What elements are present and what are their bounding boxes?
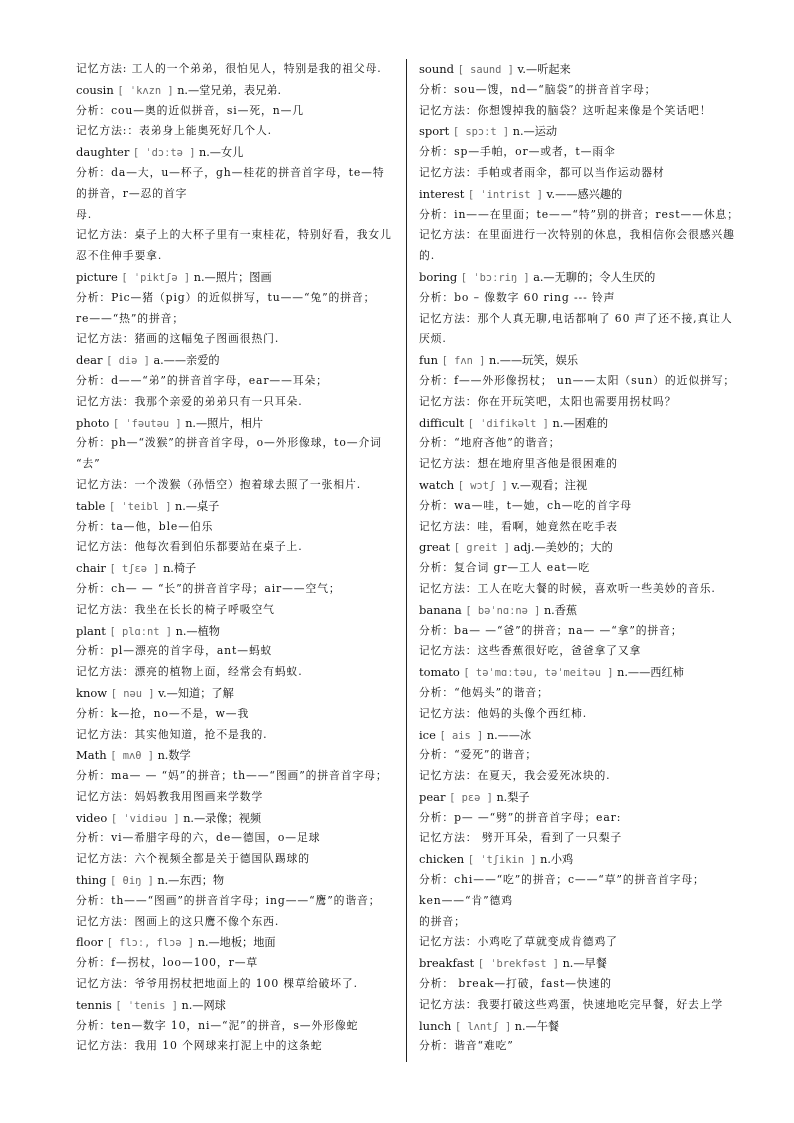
note-text: 分析：“他妈头”的谐音； (419, 685, 549, 699)
vocab-word: breakfast (419, 956, 475, 971)
note-text: 记忆方法：我要打破这些鸡蛋，快速地吃完早餐，好去上学 (419, 997, 724, 1011)
note-line (76, 537, 396, 558)
note-line (419, 870, 739, 891)
phonetic: [ fʌn ] (441, 355, 486, 368)
note-text: 分析： break—打破，fast—快速的 (419, 977, 612, 991)
note-line (419, 454, 739, 475)
column-divider (406, 59, 407, 1062)
note-line (419, 704, 739, 725)
vocab-entry (419, 59, 739, 80)
note-text: 记忆方法：在里面进行一次特别的休息，我相信你会很感兴趣的. (419, 228, 735, 263)
note-text: 分析：p— —“劈”的拼音首字母；ear: (419, 810, 622, 824)
note-line (419, 683, 739, 704)
note-text: 的拼音； (419, 914, 466, 928)
note-text: 记忆方法:：表弟身上能奥死好几个人. (76, 124, 273, 138)
definition: n.数学 (157, 749, 191, 763)
note-line (76, 121, 396, 142)
vocab-entry (76, 683, 396, 704)
note-line (76, 163, 396, 205)
vocab-word: pear (419, 789, 446, 804)
note-line (76, 59, 396, 80)
note-line (76, 309, 396, 330)
note-text: 记忆方法：图画上的这只鹰不像个东西. (76, 914, 280, 928)
phonetic: [ ˈdifikəlt ] (467, 417, 549, 430)
note-line (419, 808, 739, 829)
note-line (419, 392, 739, 413)
note-text: 记忆方法: 工人的一个弟弟，很怕见人，特别是我的祖父母. (76, 62, 382, 75)
definition: n.—地板；地面 (197, 936, 276, 950)
vocab-word: floor (76, 935, 104, 950)
definition: v.—听起来 (517, 63, 571, 76)
phonetic: [ pɛə ] (449, 791, 493, 804)
phonetic: [ ˈintrist ] (467, 188, 543, 201)
note-line (419, 891, 739, 912)
note-line (419, 309, 739, 351)
note-line (419, 579, 739, 600)
note-text: 分析：f——外形像拐杖； un——太阳（sun）的近似拼写； (419, 373, 736, 387)
vocab-word: interest (419, 186, 465, 201)
note-line (419, 621, 739, 642)
note-line (419, 496, 739, 517)
vocab-word: tomato (419, 665, 460, 680)
phonetic: [ ˈtenis ] (115, 999, 178, 1012)
vocab-word: cousin (76, 82, 114, 97)
note-line (76, 1016, 396, 1037)
definition: n.——冰 (486, 728, 532, 742)
definition: adj.—美妙的；大的 (513, 541, 613, 555)
note-text: 分析：ten—数字 10，ni—“泥”的拼音，s—外形像蛇 (76, 1018, 359, 1032)
note-text: 分析：th——“图画”的拼音首字母；ing——“鹰”的谐音； (76, 893, 381, 907)
note-line (76, 953, 396, 974)
vocab-word: daughter (76, 145, 130, 160)
note-line (419, 995, 739, 1016)
note-line (76, 704, 396, 725)
vocab-entry (76, 808, 396, 829)
vocab-word: Math (76, 748, 107, 763)
vocab-entry (76, 621, 396, 642)
note-text: 记忆方法：其实他知道，抢不是我的. (76, 727, 268, 741)
note-text: 记忆方法：在夏天，我会爱死冰块的. (419, 769, 611, 783)
note-line (76, 517, 396, 538)
vocab-entry (76, 932, 396, 953)
note-text: 母. (76, 207, 93, 221)
note-line (419, 433, 739, 454)
note-line (419, 517, 739, 538)
note-text: 记忆方法：你在开玩笑吧，太阳也需要用拐杖吗？ (419, 394, 677, 408)
vocab-entry (419, 537, 739, 558)
note-text: 记忆方法：工人在吃大餐的时候，喜欢听一些美妙的音乐. (419, 581, 716, 595)
vocab-entry (419, 121, 739, 142)
phonetic: [ greit ] (453, 542, 511, 555)
note-line (419, 142, 739, 163)
vocab-entry (419, 662, 739, 683)
note-line (76, 662, 396, 683)
note-text: 记忆方法：妈妈教我用图画来学数学 (76, 789, 264, 803)
phonetic: [ lʌntʃ ] (454, 1020, 512, 1033)
note-line (76, 579, 396, 600)
phonetic: [ ˈteibl ] (108, 500, 172, 513)
definition: v.—观看；注视 (511, 478, 588, 492)
note-text: 记忆方法： 劈开耳朵，看到了一只梨子 (419, 831, 623, 845)
note-line (419, 225, 739, 267)
vocab-word: plant (76, 623, 106, 638)
note-text: 记忆方法：六个视频全都是关于德国队踢球的 (76, 852, 310, 866)
note-text: 记忆方法：那个人真无聊,电话都响了 60 声了还不接,真让人厌烦. (419, 311, 733, 346)
note-line (76, 454, 396, 475)
vocab-entry (76, 558, 396, 579)
note-line (419, 163, 739, 184)
definition: n.—困难的 (552, 416, 609, 430)
definition: n.——玩笑，娱乐 (489, 354, 579, 368)
note-text: 分析：sp—手帕，or—或者，t—雨伞 (419, 145, 616, 159)
note-text: 分析：复合词 gr—工人 eat—吃 (419, 561, 591, 575)
phonetic: [ ˈbɔːriŋ ] (460, 271, 530, 284)
vocab-entry (419, 849, 739, 870)
phonetic: [ saund ] (457, 64, 514, 76)
vocab-entry (419, 350, 739, 371)
note-line (419, 80, 739, 101)
note-line (419, 101, 739, 122)
note-text: 记忆方法：我用 10 个网球来打泥上中的这条蛇 (76, 1039, 323, 1053)
note-text: 分析：“地府吝他”的谐音； (419, 436, 561, 450)
note-text: 记忆方法：他每次看到伯乐都要站在桌子上. (76, 540, 303, 554)
note-text: 记忆方法：哇，看啊，她竟然在吃手表 (419, 519, 618, 533)
note-text: 分析：d——“弟”的拼音首字母，ear——耳朵； (76, 373, 328, 387)
phonetic: [ flɔː, flɔə ] (106, 937, 195, 950)
note-text: 分析：vi—希腊字母的六，de—德国，o—足球 (76, 831, 321, 845)
vocab-entry (76, 142, 396, 163)
note-text: 分析：Pic—猪（pig）的近似拼写，tu——“兔”的拼音； (76, 290, 376, 304)
vocab-entry (419, 600, 739, 621)
note-line (419, 1036, 739, 1057)
note-line (76, 828, 396, 849)
definition: n.—早餐 (562, 957, 607, 971)
definition: n.—照片；图画 (193, 270, 272, 284)
note-line (419, 641, 739, 662)
phonetic: [ wɔtʃ ] (457, 479, 508, 492)
note-line (76, 725, 396, 746)
definition: n.椅子 (163, 562, 197, 576)
vocab-word: boring (419, 269, 458, 284)
phonetic: [ plɑːnt ] (109, 625, 173, 638)
note-text: 记忆方法：他妈的头像个西红柿. (419, 706, 588, 720)
phonetic: [ ˈvidiəu ] (110, 812, 180, 825)
note-text: 记忆方法：想在地府里吝他是很困难的 (419, 457, 618, 471)
vocab-word: photo (76, 415, 110, 430)
note-line (419, 912, 739, 933)
note-line (76, 101, 396, 122)
phonetic: [ ais ] (439, 729, 484, 742)
note-line (419, 558, 739, 579)
note-line (76, 1036, 396, 1057)
phonetic: [ ˈpiktʃə ] (121, 271, 191, 284)
definition: n.香蕉 (543, 603, 578, 617)
note-line (76, 371, 396, 392)
vocab-entry (419, 1016, 739, 1037)
vocab-entry (419, 267, 739, 288)
note-line (76, 849, 396, 870)
vocab-word: chair (76, 561, 106, 576)
vocab-word: video (76, 810, 108, 825)
phonetic: [ ˈfəutəu ] (112, 417, 182, 430)
vocab-word: fun (419, 353, 439, 368)
phonetic: [ nəu ] (110, 687, 155, 700)
definition: a.—无聊的；令人生厌的 (533, 270, 656, 284)
vocab-entry (76, 995, 396, 1016)
note-text: 分析：wa—哇，t—她，ch—吃的首字母 (419, 498, 632, 512)
vocab-word: chicken (419, 852, 465, 867)
note-text: 分析：谐音“难吃” (419, 1039, 514, 1053)
note-line (76, 766, 396, 787)
note-text: 记忆方法：桌子上的大杯子里有一束桂花，特别好看，我女儿忍不住伸手要拿. (76, 228, 392, 263)
note-line (76, 475, 396, 496)
phonetic: [ spɔːt ] (452, 126, 510, 139)
vocab-word: sport (419, 124, 450, 139)
note-line (76, 787, 396, 808)
definition: n.小鸡 (540, 853, 574, 867)
phonetic: [ bəˈnɑːnə ] (465, 604, 541, 617)
vocab-word: dear (76, 353, 103, 368)
note-line (419, 205, 739, 226)
note-line (419, 371, 739, 392)
definition: v.—知道；了解 (158, 686, 234, 700)
note-text: 记忆方法：猪画的这幅兔子图画很热门. (76, 332, 280, 346)
definition: n.—堂兄弟，表兄弟. (177, 83, 282, 97)
definition: n.—东西；物 (157, 874, 225, 888)
vocab-word: great (419, 540, 451, 555)
note-text: 记忆方法：一个泼猴（孙悟空）抱着球去照了一张相片. (76, 477, 362, 491)
definition: v.——感兴趣的 (546, 187, 623, 201)
note-text: 记忆方法：漂亮的植物上面，经常会有蚂蚁. (76, 665, 303, 679)
vocab-entry (419, 184, 739, 205)
definition: n.——西红柿 (617, 666, 684, 680)
vocab-entry (419, 787, 739, 808)
phonetic: [ mʌθ ] (110, 750, 155, 763)
note-text: 分析：chi——“吃”的拼音；c——“草”的拼音首字母； (419, 873, 705, 887)
phonetic: [ təˈmɑːtəu, təˈmeitəu ] (463, 667, 614, 680)
vocab-word: thing (76, 873, 107, 888)
note-text: 分析：ch— — “长”的拼音首字母；air——空气； (76, 581, 341, 595)
note-text: 记忆方法：我那个亲爱的弟弟只有一只耳朵. (76, 394, 303, 408)
phonetic: [ ˈbrekfəst ] (477, 958, 560, 971)
phonetic: [ ˈdɔːtə ] (132, 147, 196, 160)
note-text: 分析：k—抢，no—不是，w—我 (76, 706, 250, 720)
note-line (76, 974, 396, 995)
note-text: 记忆方法：小鸡吃了草就变成肯德鸡了 (419, 935, 618, 949)
vocab-entry (76, 496, 396, 517)
phonetic: [ θiŋ ] (110, 875, 154, 888)
vocab-word: table (76, 498, 106, 513)
phonetic: [ diə ] (106, 355, 150, 368)
vocab-entry (76, 80, 396, 101)
definition: n.—桌子 (175, 499, 220, 513)
note-text: 分析：bo – 像数字 60 ring --- 铃声 (419, 290, 616, 304)
vocab-entry (419, 475, 739, 496)
definition: n.—照片，相片 (185, 416, 264, 430)
note-line (76, 225, 396, 267)
vocab-word: ice (419, 727, 436, 742)
phonetic: [ tʃɛə ] (109, 563, 160, 576)
note-line (76, 392, 396, 413)
vocab-entry (419, 953, 739, 974)
note-text: 分析：ta—他，ble—伯乐 (76, 519, 214, 533)
vocab-entry (76, 267, 396, 288)
vocab-entry (76, 870, 396, 891)
note-text: 记忆方法：爷爷用拐杖把地面上的 100 棵草给破坏了. (76, 977, 358, 991)
note-line (419, 828, 739, 849)
vocab-word: know (76, 685, 108, 700)
note-text: ken——“肯”德鸡 (419, 893, 513, 907)
note-line (76, 433, 396, 454)
note-text: 记忆方法：我坐在长长的椅子呼吸空气 (76, 602, 275, 616)
note-line (76, 205, 396, 226)
vocab-word: difficult (419, 415, 465, 430)
phonetic: [ ˈkʌzn ] (117, 84, 174, 97)
note-text: 分析：f—拐杖，loo—100，r—草 (76, 956, 259, 970)
note-line (76, 329, 396, 350)
note-text: 记忆方法：手帕或者雨伞，都可以当作运动器材 (419, 165, 665, 179)
note-text: 分析：“爱死”的谐音； (419, 748, 538, 762)
note-text: 分析：pl—漂亮的首字母，ant—蚂蚁 (76, 644, 273, 658)
note-line (76, 912, 396, 933)
vocab-word: picture (76, 269, 118, 284)
note-line (419, 745, 739, 766)
note-text: 分析：da—大，u—杯子，gh—桂花的拼音首字母，te—特的拼音，r—忍的首字 (76, 165, 385, 200)
vocab-entry (76, 350, 396, 371)
note-line (76, 600, 396, 621)
note-text: 分析：cou—奥的近似拼音，si—死，n—几 (76, 103, 304, 117)
definition: n.—网球 (181, 998, 226, 1012)
vocab-entry (76, 413, 396, 434)
note-line (76, 641, 396, 662)
note-text: re——“热”的拼音； (76, 311, 185, 325)
note-text: 记忆方法：你想馊掉我的脑袋？这听起来像是个笑话吧！ (419, 103, 712, 117)
note-line (419, 932, 739, 953)
note-text: “去” (76, 457, 101, 471)
definition: n.—女儿 (199, 146, 244, 160)
vocab-word: watch (419, 477, 455, 492)
vocab-word: tennis (76, 997, 112, 1012)
vocab-word: banana (419, 602, 462, 617)
vocab-entry (76, 745, 396, 766)
note-text: 分析：in——在里面；te——“特”别的拼音；rest——休息； (419, 207, 739, 221)
phonetic: [ ˈtʃikin ] (467, 854, 537, 867)
vocab-entry (419, 725, 739, 746)
vocab-word: lunch (419, 1018, 452, 1033)
right-column (419, 59, 739, 1073)
note-text: 分析：sou—馊，nd—“脑袋”的拼音首字母； (419, 82, 657, 96)
definition: n.—录像；视频 (183, 811, 262, 825)
note-text: 分析：ba— —“爸”的拼音；na— —“拿”的拼音； (419, 623, 683, 637)
note-line (76, 891, 396, 912)
note-text: 分析：ma— — “妈”的拼音；th——“图画”的拼音首字母； (76, 769, 388, 783)
vocab-word: sound (419, 62, 454, 76)
definition: n.梨子 (496, 790, 530, 804)
definition: n.—运动 (512, 125, 558, 139)
note-line (76, 288, 396, 309)
definition: n.—植物 (175, 624, 220, 638)
note-text: 分析：ph—“泼猴”的拼音首字母，o—外形像球，to—介词 (76, 436, 382, 450)
note-line (419, 288, 739, 309)
note-text: 记忆方法：这些香蕉很好吃，爸爸拿了又拿 (419, 644, 642, 658)
definition: a.——亲爱的 (153, 354, 220, 368)
note-line (419, 766, 739, 787)
vocab-entry (419, 413, 739, 434)
note-line (419, 974, 739, 995)
left-column (76, 59, 396, 1073)
definition: n.—午餐 (514, 1019, 560, 1033)
